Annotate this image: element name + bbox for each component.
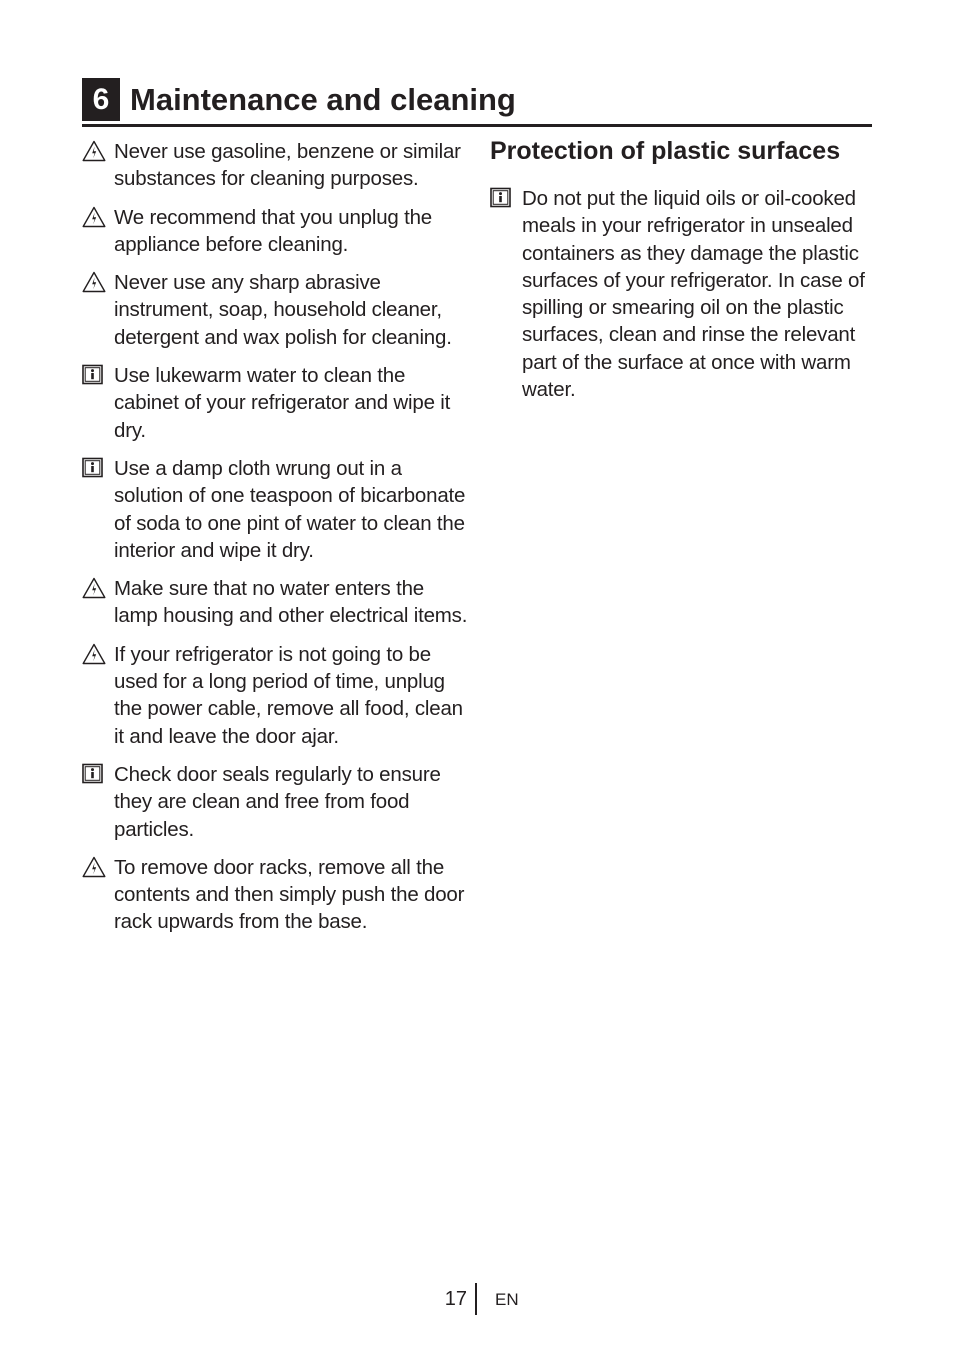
note-item (82, 575, 472, 630)
warning-icon (82, 206, 106, 228)
note-item (82, 362, 472, 444)
note-item (82, 641, 472, 750)
note-text: Check door seals regularly to ensure they are clean and free from food particles. (114, 762, 441, 841)
note-text: Use lukewarm water to clean the cabinet of your refrigerator and wipe it dry. (114, 364, 451, 442)
note-item (82, 761, 472, 843)
note-text: We recommend that you unplug the appliance before cleaning. (114, 205, 432, 256)
note-text: Make sure that no water enters the lamp housing and other electrical items. (114, 577, 468, 628)
chapter-number: 6 (82, 78, 120, 121)
note-text: Do not put the liquid oils or oil-cooked meals in your refrigerator in unsealed containers as they damage the plastic surfaces of your refrigerator. In case of spilling or smearing oil on the plastic surfaces, clean and rinse the relevant part of the surface at once with warm water. (522, 187, 865, 402)
warning-icon (82, 643, 106, 665)
warning-icon (82, 140, 106, 162)
note-text: To remove door racks, remove all the contents and then simply push the door rack upwards from the base. (114, 855, 465, 934)
left-column (82, 138, 472, 947)
right-column (490, 138, 876, 414)
warning-icon (82, 271, 106, 293)
note-item (82, 204, 472, 259)
note-item (490, 185, 876, 403)
info-icon (490, 187, 514, 209)
note-text: Never use any sharp abrasive instrument, soap, household cleaner, detergent and wax polish for cleaning. (114, 271, 452, 349)
warning-icon (82, 856, 106, 878)
info-icon (82, 457, 106, 479)
info-icon (82, 763, 106, 785)
note-item (82, 269, 472, 351)
chapter-header (82, 78, 872, 127)
warning-icon (82, 577, 106, 599)
note-item (82, 138, 472, 193)
note-item (82, 455, 472, 564)
note-text: If your refrigerator is not going to be used for a long period of time, unplug the power cable, remove all food, clean it and leave the door ajar. (114, 642, 463, 748)
language-code: EN (495, 1290, 519, 1309)
footer-divider (475, 1283, 477, 1315)
chapter-title: Maintenance and cleaning (130, 82, 516, 117)
page-number: 17 (444, 1288, 467, 1310)
note-text: Use a damp cloth wrung out in a solution of one teaspoon of bicarbonate of soda to one pint of water to clean the interior and wipe it dry. (114, 456, 466, 562)
note-text: Never use gasoline, benzene or similar substances for cleaning purposes. (114, 140, 461, 191)
page-footer (0, 1283, 954, 1315)
note-item (82, 854, 472, 936)
section-title: Protection of plastic surfaces (490, 137, 841, 165)
info-icon (82, 364, 106, 386)
